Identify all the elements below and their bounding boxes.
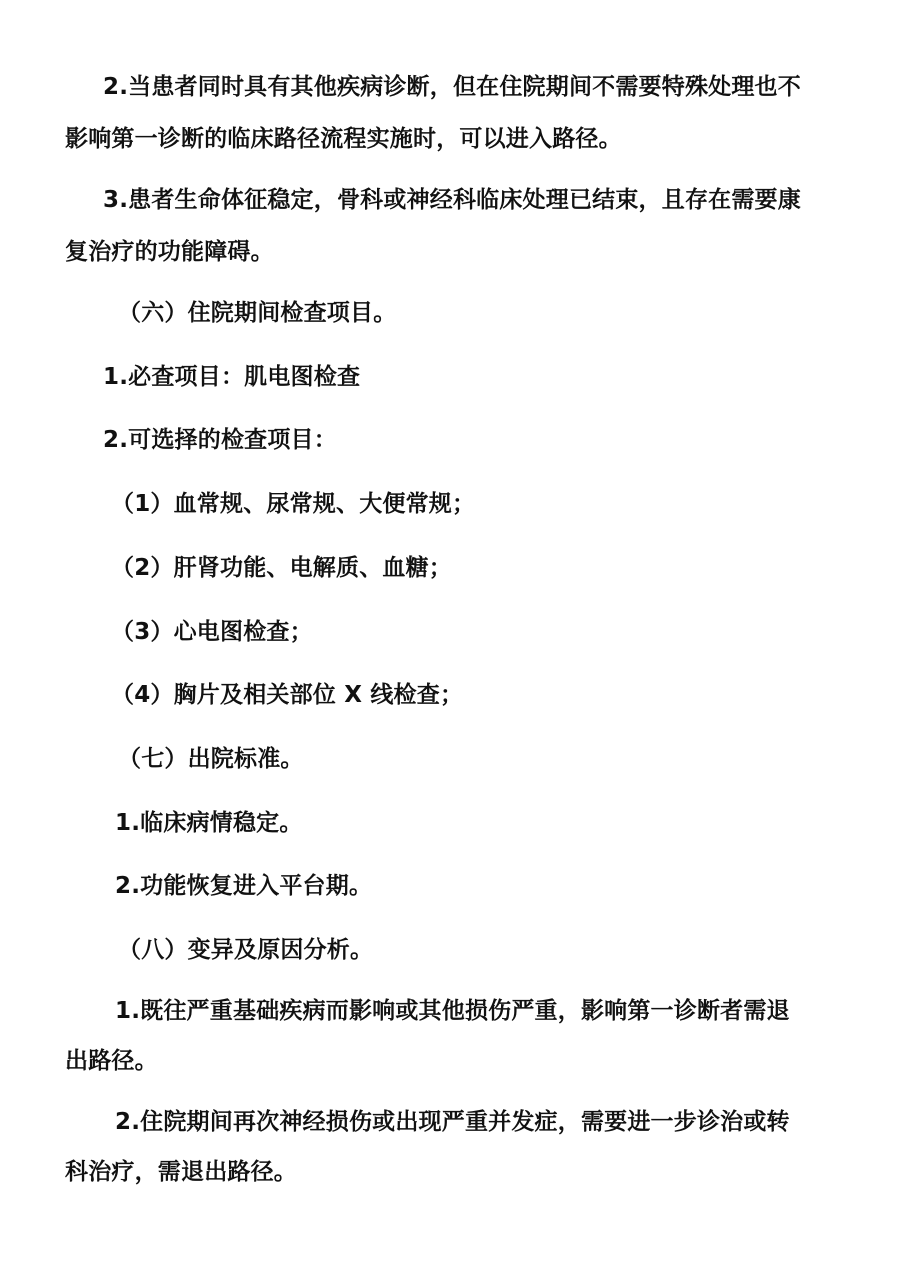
paragraph-line: 出路径。 — [65, 1048, 158, 1074]
paragraph-line: 复治疗的功能障碍。 — [65, 239, 274, 265]
paragraph-line: 2.功能恢复进入平台期。 — [115, 873, 373, 899]
section-heading: （八）变异及原因分析。 — [118, 937, 374, 963]
paragraph-line: 2.当患者同时具有其他疾病诊断，但在住院期间不需要特殊处理也不 — [103, 74, 801, 100]
paragraph-line: 1.既往严重基础疾病而影响或其他损伤严重，影响第一诊断者需退 — [115, 998, 790, 1024]
paragraph-line: 1.必查项目：肌电图检查 — [103, 364, 361, 390]
list-item: （3）心电图检查； — [111, 619, 313, 645]
section-heading: （七）出院标准。 — [118, 746, 304, 772]
paragraph-line: 1.临床病情稳定。 — [115, 810, 303, 836]
list-item: （2）肝肾功能、电解质、血糖； — [111, 555, 453, 581]
list-item: （4）胸片及相关部位 X 线检查； — [111, 682, 464, 708]
paragraph-line: 3.患者生命体征稳定，骨科或神经科临床处理已结束，且存在需要康 — [103, 187, 801, 213]
paragraph-line: 2.可选择的检查项目： — [103, 427, 337, 453]
paragraph-line: 科治疗，需退出路径。 — [65, 1159, 297, 1185]
section-heading: （六）住院期间检查项目。 — [118, 300, 397, 326]
paragraph-line: 2.住院期间再次神经损伤或出现严重并发症，需要进一步诊治或转 — [115, 1109, 790, 1135]
paragraph-line: 影响第一诊断的临床路径流程实施时，可以进入路径。 — [65, 126, 622, 152]
list-item: （1）血常规、尿常规、大便常规； — [111, 491, 476, 517]
